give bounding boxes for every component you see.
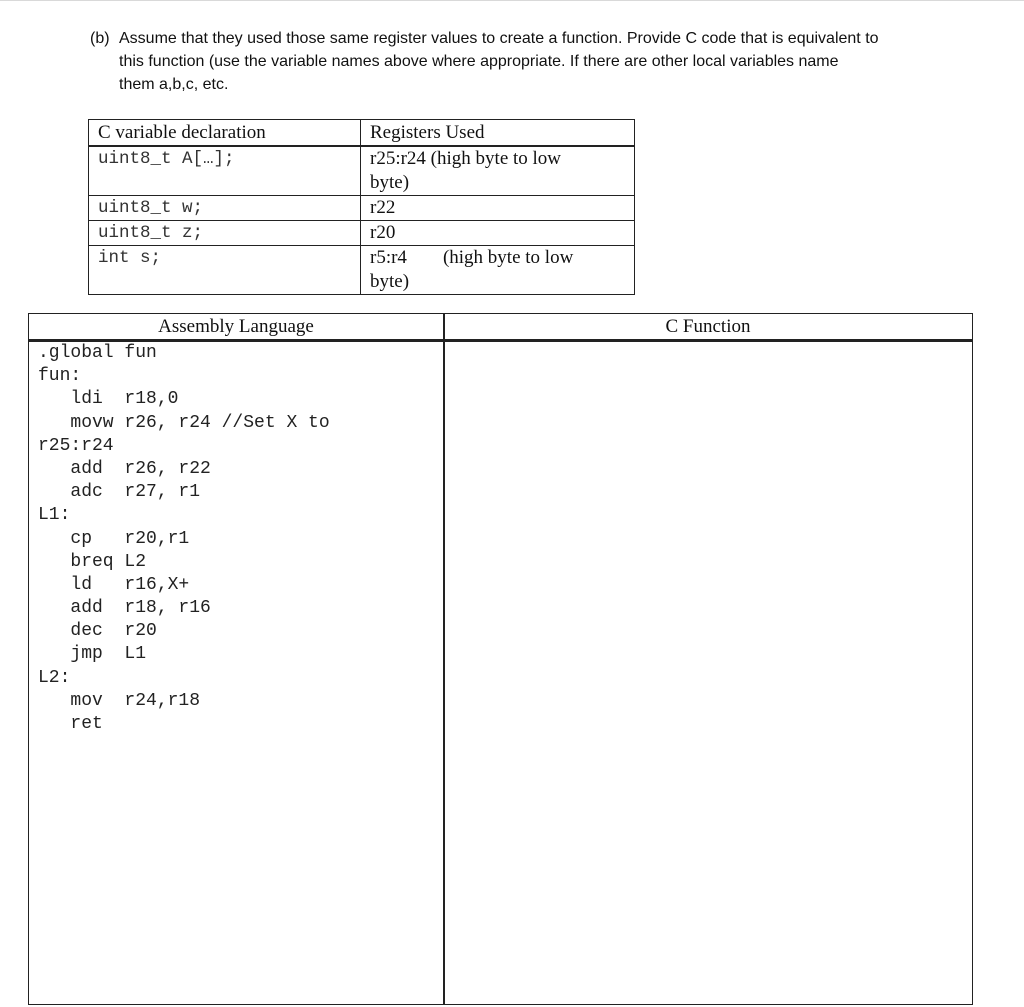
code-line: add r18, r16: [38, 598, 211, 619]
decl-array-a: uint8_t A[…];: [89, 146, 361, 196]
header-c-function: C Function: [665, 316, 751, 337]
decl-w: uint8_t w;: [89, 196, 361, 221]
reg-text-line: [370, 246, 634, 270]
question-line-2: this function (use the variable names above where appropriate. If there are other local variables name: [119, 53, 839, 70]
question-b: [90, 27, 970, 96]
code-line: dec r20: [38, 621, 157, 642]
question-label: (b): [90, 30, 110, 47]
reg-text: r25:r24 (high byte to low: [370, 148, 562, 169]
code-line: cp r20,r1: [38, 528, 190, 549]
decl-s: int s;: [89, 246, 361, 295]
table-row: [89, 146, 635, 196]
decl-z: uint8_t z;: [89, 221, 361, 246]
code-line: mov r24,r18: [38, 690, 201, 711]
code-line: add r26, r22: [38, 458, 211, 479]
code-line: fun:: [38, 366, 82, 387]
code-line: ret: [38, 714, 103, 734]
code-line: .global fun: [38, 343, 157, 363]
reg-text: r22: [370, 197, 396, 218]
reg-cell: [361, 246, 635, 295]
code-line: breq L2: [38, 551, 147, 572]
code-line: r25:r24: [38, 435, 114, 456]
code-line: L2:: [38, 667, 71, 688]
code-line: L1:: [38, 505, 71, 526]
assembly-code: [38, 342, 330, 736]
reg-text: r20: [370, 222, 396, 243]
code-line: ldi r18,0: [38, 389, 179, 410]
reg-text-cont: byte): [370, 271, 410, 292]
header-registers-used: Registers Used: [361, 120, 635, 147]
code-line: adc r27, r1: [38, 482, 201, 503]
reg-cell: [361, 146, 635, 196]
code-line: movw r26, r24 //Set X to: [38, 412, 330, 433]
table-row: [89, 196, 635, 221]
table-row: [89, 246, 635, 295]
reg-note: (high byte to low: [442, 247, 574, 268]
question-line-3: them a,b,c, etc.: [119, 76, 229, 93]
question-line-1: Assume that they used those same register values to create a function. Provide C code that is equivalent to: [119, 30, 879, 47]
reg-cell: [361, 196, 635, 221]
register-table: [88, 119, 635, 295]
c-function-answer-area[interactable]: [445, 342, 971, 1002]
code-line: jmp L1: [38, 644, 147, 665]
assembly-c-table: [28, 313, 973, 1005]
table-row: [89, 221, 635, 246]
code-line: ld r16,X+: [38, 574, 190, 595]
reg-pair: r5:r4: [370, 247, 407, 268]
header-c-variable-declaration: C variable declaration: [89, 120, 361, 147]
top-border-line: [0, 0, 1024, 1]
header-assembly-language: Assembly Language: [158, 316, 314, 337]
reg-text-cont: byte): [370, 172, 410, 193]
reg-cell: [361, 221, 635, 246]
